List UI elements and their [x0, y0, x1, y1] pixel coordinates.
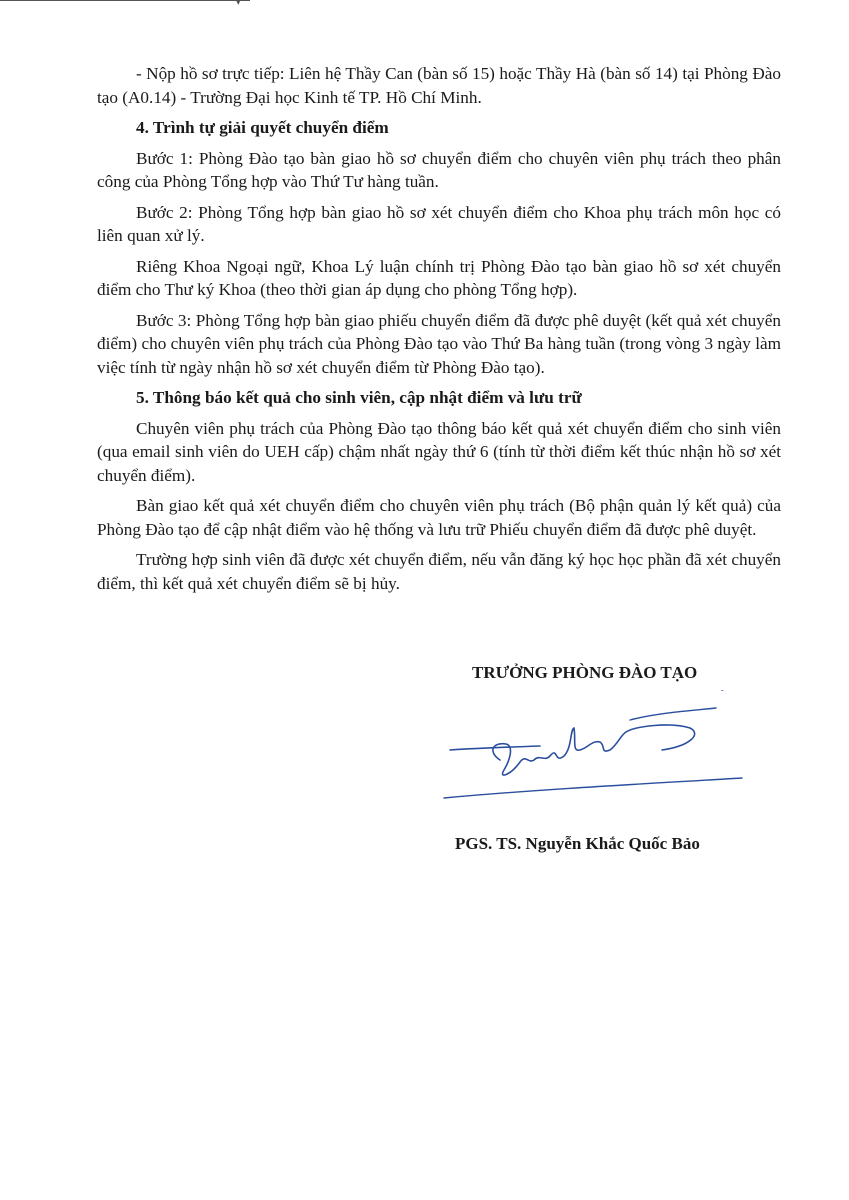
paragraph-step-2: Bước 2: Phòng Tổng hợp bàn giao hồ sơ xét chuyển điểm cho Khoa phụ trách môn học có liên quan xử lý.: [97, 202, 781, 245]
paragraph-special-faculties: Riêng Khoa Ngoại ngữ, Khoa Lý luận chính trị Phòng Đào tạo bàn giao hồ sơ xét chuyển điểm cho Thư ký Khoa (theo thời gian áp dụng cho phòng Tổng hợp).: [97, 256, 781, 299]
top-rule: [0, 0, 250, 1]
signature-block: [440, 650, 800, 870]
paragraph-handover-results: Bàn giao kết quả xét chuyển điểm cho chuyên viên phụ trách (Bộ phận quản lý kết quả) của Phòng Đào tạo để cập nhật điểm vào hệ thống và lưu trữ Phiếu chuyển điểm đã được phê duyệt.: [97, 496, 781, 539]
heading-section-4: 4. Trình tự giải quyết chuyển điểm: [136, 118, 389, 137]
document-body: [97, 62, 781, 602]
paragraph-submit-direct: - Nộp hồ sơ trực tiếp: Liên hệ Thầy Can (bàn số 15) hoặc Thầy Hà (bàn số 14) tại Phòng Đào tạo (A0.14) - Trường Đại học Kinh tế TP. Hồ Chí Minh.: [97, 64, 781, 107]
paragraph-step-3: Bước 3: Phòng Tổng hợp bàn giao phiếu chuyển điểm đã được phê duyệt (kết quả xét chuyển điểm) cho chuyên viên phụ trách của Phòng Đào tạo vào Thứ Ba hàng tuần (trong vòng 3 ngày làm việc tính từ ngày nhận hồ sơ xét chuyển điểm từ Phòng Đào tạo).: [97, 310, 781, 377]
heading-section-5: 5. Thông báo kết quả cho sinh viên, cập nhật điểm và lưu trữ: [136, 388, 582, 407]
handwritten-signature: [440, 690, 780, 820]
paragraph-step-1: Bước 1: Phòng Đào tạo bàn giao hồ sơ chuyển điểm cho chuyên viên phụ trách theo phân công của Phòng Tổng hợp vào Thứ Tư hàng tuần.: [97, 148, 781, 191]
paragraph-notify-students: Chuyên viên phụ trách của Phòng Đào tạo thông báo kết quả xét chuyển điểm cho sinh viên (qua email sinh viên do UEH cấp) chậm nhất ngày thứ 6 (tính từ thời điểm kết thúc nhận hồ sơ xét chuyển điểm).: [97, 418, 781, 485]
top-mark: ▾: [236, 0, 241, 7]
signatory-title: TRƯỞNG PHÒNG ĐÀO TẠO: [472, 663, 698, 682]
paragraph-cancellation: Trường hợp sinh viên đã được xét chuyển điểm, nếu vẫn đăng ký học học phần đã xét chuyển điểm, thì kết quả xét chuyển điểm sẽ bị hủy.: [97, 550, 781, 593]
signatory-name: PGS. TS. Nguyễn Khắc Quốc Bảo: [455, 834, 700, 853]
